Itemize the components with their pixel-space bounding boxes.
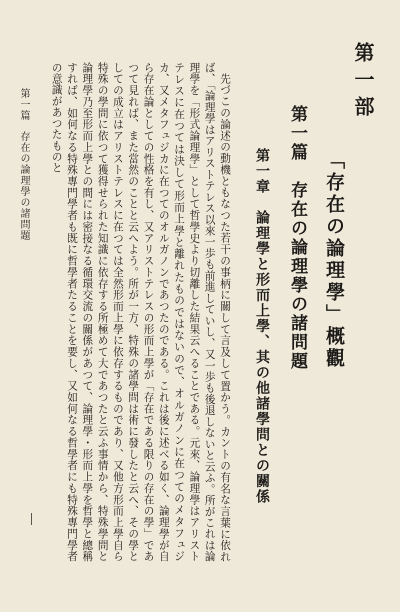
- body-paragraph: 先づこの論述の動機ともなつた若干の事柄に關して言及して置かう。カントの有名な言葉に依れば、「論理學はアリストテレス以來一歩も前進していし、又一歩も後退しないと云ふ。所がこれは論理學を「形式論理學」として哲學史より切離した結果云へることである。元來、論理學はアリストテレスに在つては決して形而上學と離れたものではないので、オルガノンに在つてのメタフュジカ、又メタフュジカに在つてのオルガノンであつたのである。これは後に述べる如く、論理學が自ら存在論としての性格を有し、又アリストテレスの形而上學が「存在である限りの存在の學」であつて見れば、また當然のことと云へよう。所が一方、特殊の諸學問は術に發したと云へ、その學としての成立はアリストテレスに在つては全然形而上學に依存するものであり、又他方形而上學自ら特殊の學問に依つて獲得せられた知識に依存する所極めて大であつたと云ふ事情から、特殊學問と論理學乃至形而上學との間には密接なる循環交流の關係があつて、論理學・形而上學を哲學と總稱すれば、如何なる特殊專門學者も既に哲學者たることを要し、又如何なる哲學者にも特殊專門學者の意識があつたものと: [50, 62, 231, 562]
- chapter-title: 第一章 論理學と形而上學、其の他諸學問との關係: [254, 148, 270, 505]
- part-title: 第一部: [351, 42, 375, 123]
- running-header-title: 存在の論理學の諸問題: [18, 131, 29, 241]
- running-header-section: 第一篇: [18, 88, 29, 121]
- margin-mark: [31, 513, 32, 525]
- running-header: [16, 88, 31, 241]
- part-subtitle: 「存在の論理學」概觀: [323, 150, 345, 370]
- body-text: [48, 62, 232, 562]
- section-title: 第一篇 存在の論理學の諸問題: [287, 105, 307, 371]
